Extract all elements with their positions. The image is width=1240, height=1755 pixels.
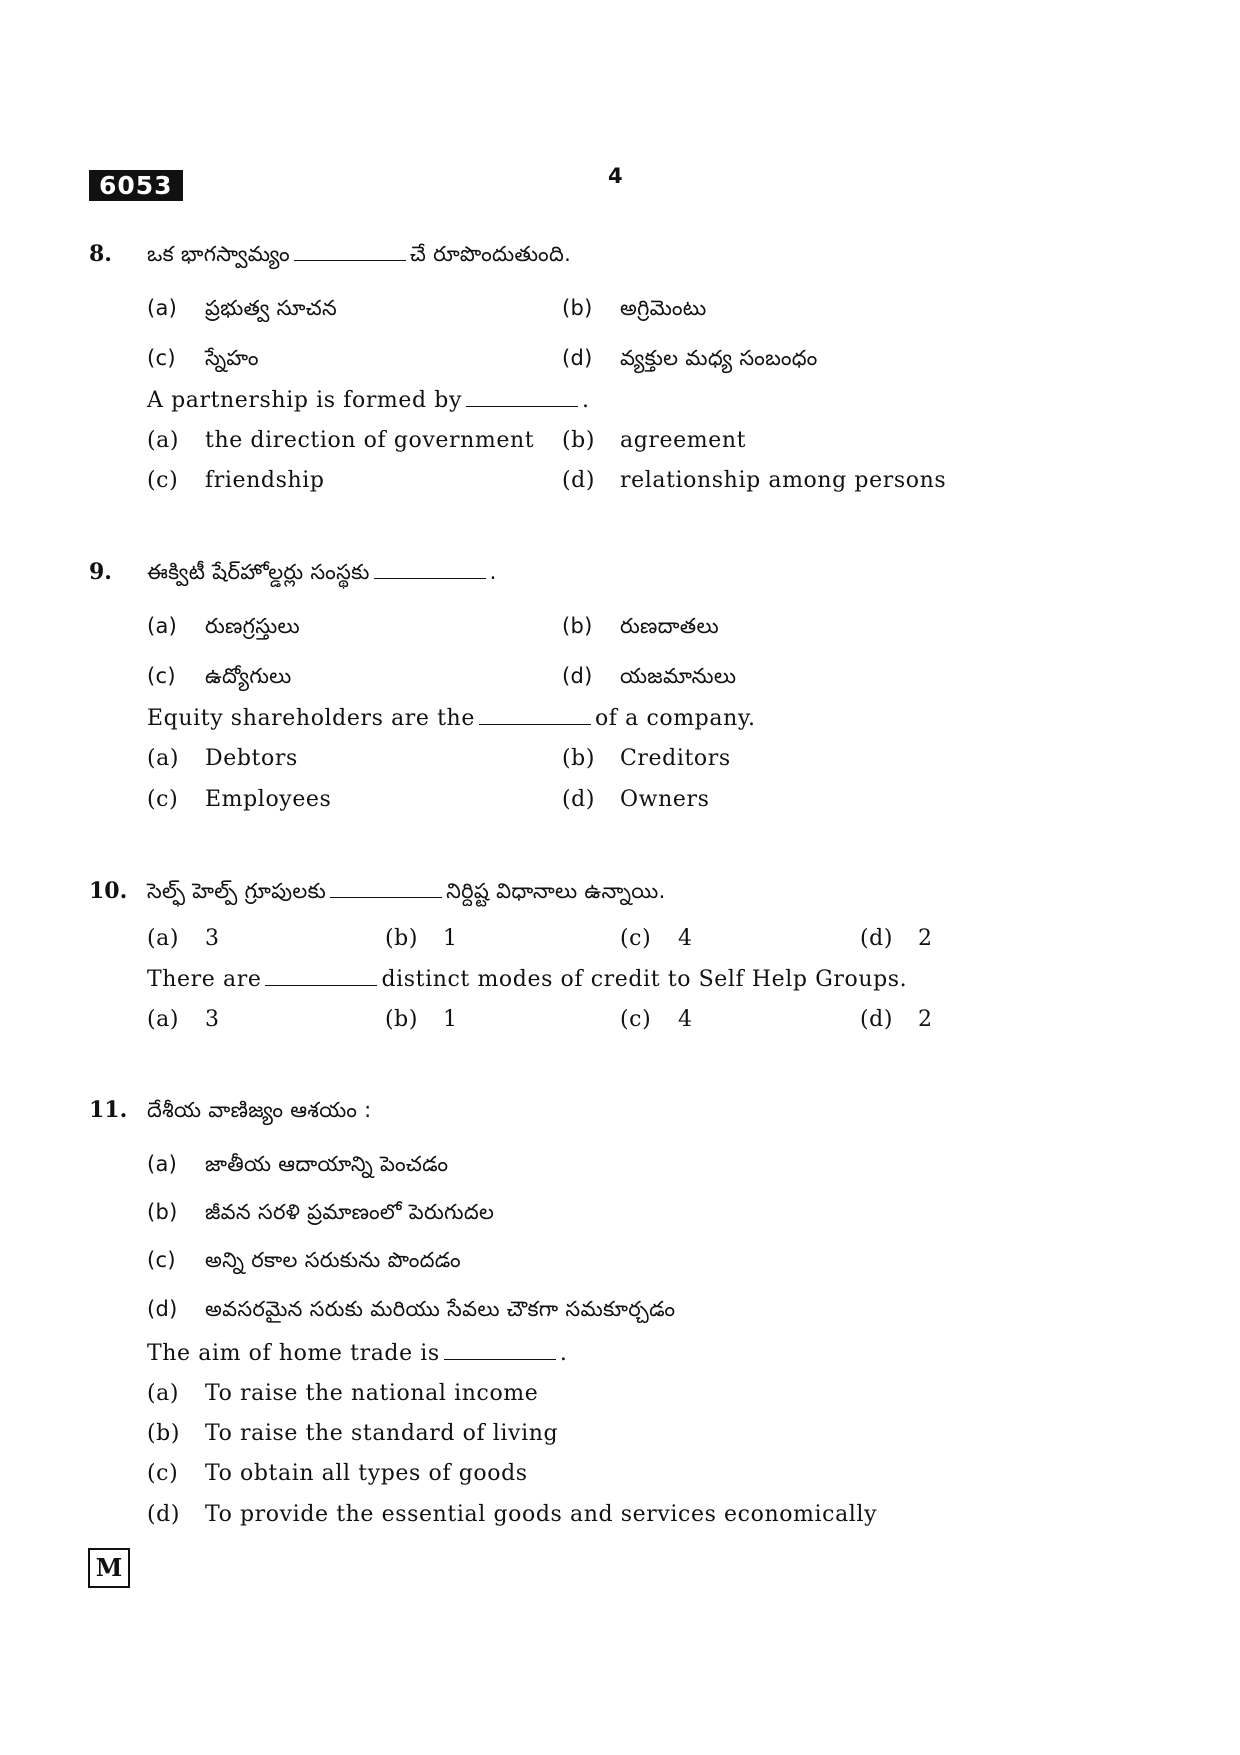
question-stem-telugu: ఒక భాగస్వామ్యం చే రూపొందుతుంది. [147,242,572,266]
question-number: 8. [89,241,112,267]
option: (b) అగ్రిమెంటు [562,296,707,320]
answer-blank [374,560,486,579]
answer-blank [294,242,406,261]
question-number: 9. [89,559,112,585]
option: (a) Debtors [147,746,298,771]
option: (c) 4 [620,1007,693,1032]
option: (b) Creditors [562,746,731,771]
paper-code: 6053 [89,170,183,201]
question-stem-english: Equity shareholders are the of a company. [147,706,756,731]
option: (a) To raise the national income [147,1381,539,1406]
option: (a) the direction of government [147,428,535,453]
option: (a) రుణగ్రస్తులు [147,614,300,638]
question-stem-english: The aim of home trade is . [147,1341,568,1366]
page-number: 4 [608,164,623,188]
option: (b) 1 [385,926,458,951]
option: (d) 2 [860,1007,933,1032]
option: (d) Owners [562,787,710,812]
option: (c) 4 [620,926,693,951]
option: (c) అన్ని రకాల సరుకును పొందడం [147,1248,461,1272]
option: (c) friendship [147,468,325,493]
question-number: 11. [89,1097,128,1123]
option: (b) రుణదాతలు [562,614,719,638]
question-stem-telugu: సెల్ఫ్ హెల్ప్ గ్రూపులకు నిర్దిష్ట విధానాలు ఉన్నాయి. [147,879,666,903]
answer-blank [479,706,591,725]
option: (b) agreement [562,428,747,453]
option: (d) relationship among persons [562,468,947,493]
option: (c) To obtain all types of goods [147,1461,528,1486]
question-stem-telugu: ఈక్విటీ షేర్‌హోల్డర్లు సంస్థకు . [147,560,497,584]
question-stem-telugu: దేశీయ వాణిజ్యం ఆశయం : [147,1098,372,1122]
option: (d) To provide the essential goods and services economically [147,1502,878,1527]
footer-mark: M [88,1548,130,1588]
option: (d) వ్యక్తుల మధ్య సంబంధం [562,346,818,370]
option: (b) జీవన సరళి ప్రమాణంలో పెరుగుదల [147,1200,495,1224]
answer-blank [444,1341,556,1360]
option: (a) 3 [147,926,220,951]
answer-blank [330,879,442,898]
option: (a) 3 [147,1007,220,1032]
question-stem-english: There are distinct modes of credit to Self Help Groups. [147,967,908,992]
answer-blank [466,388,578,407]
answer-blank [265,967,377,986]
option: (c) Employees [147,787,332,812]
question-stem-english: A partnership is formed by . [147,388,590,413]
option: (a) జాతీయ ఆదాయాన్ని పెంచడం [147,1152,449,1176]
option: (d) అవసరమైన సరుకు మరియు సేవలు చౌకగా సమకూర్చడం [147,1297,676,1321]
option: (a) ప్రభుత్వ సూచన [147,296,338,320]
option: (c) స్నేహం [147,346,259,370]
option: (d) 2 [860,926,933,951]
option: (d) యజమానులు [562,664,737,688]
option: (c) ఉద్యోగులు [147,664,292,688]
option: (b) To raise the standard of living [147,1421,559,1446]
option: (b) 1 [385,1007,458,1032]
question-number: 10. [89,878,128,904]
